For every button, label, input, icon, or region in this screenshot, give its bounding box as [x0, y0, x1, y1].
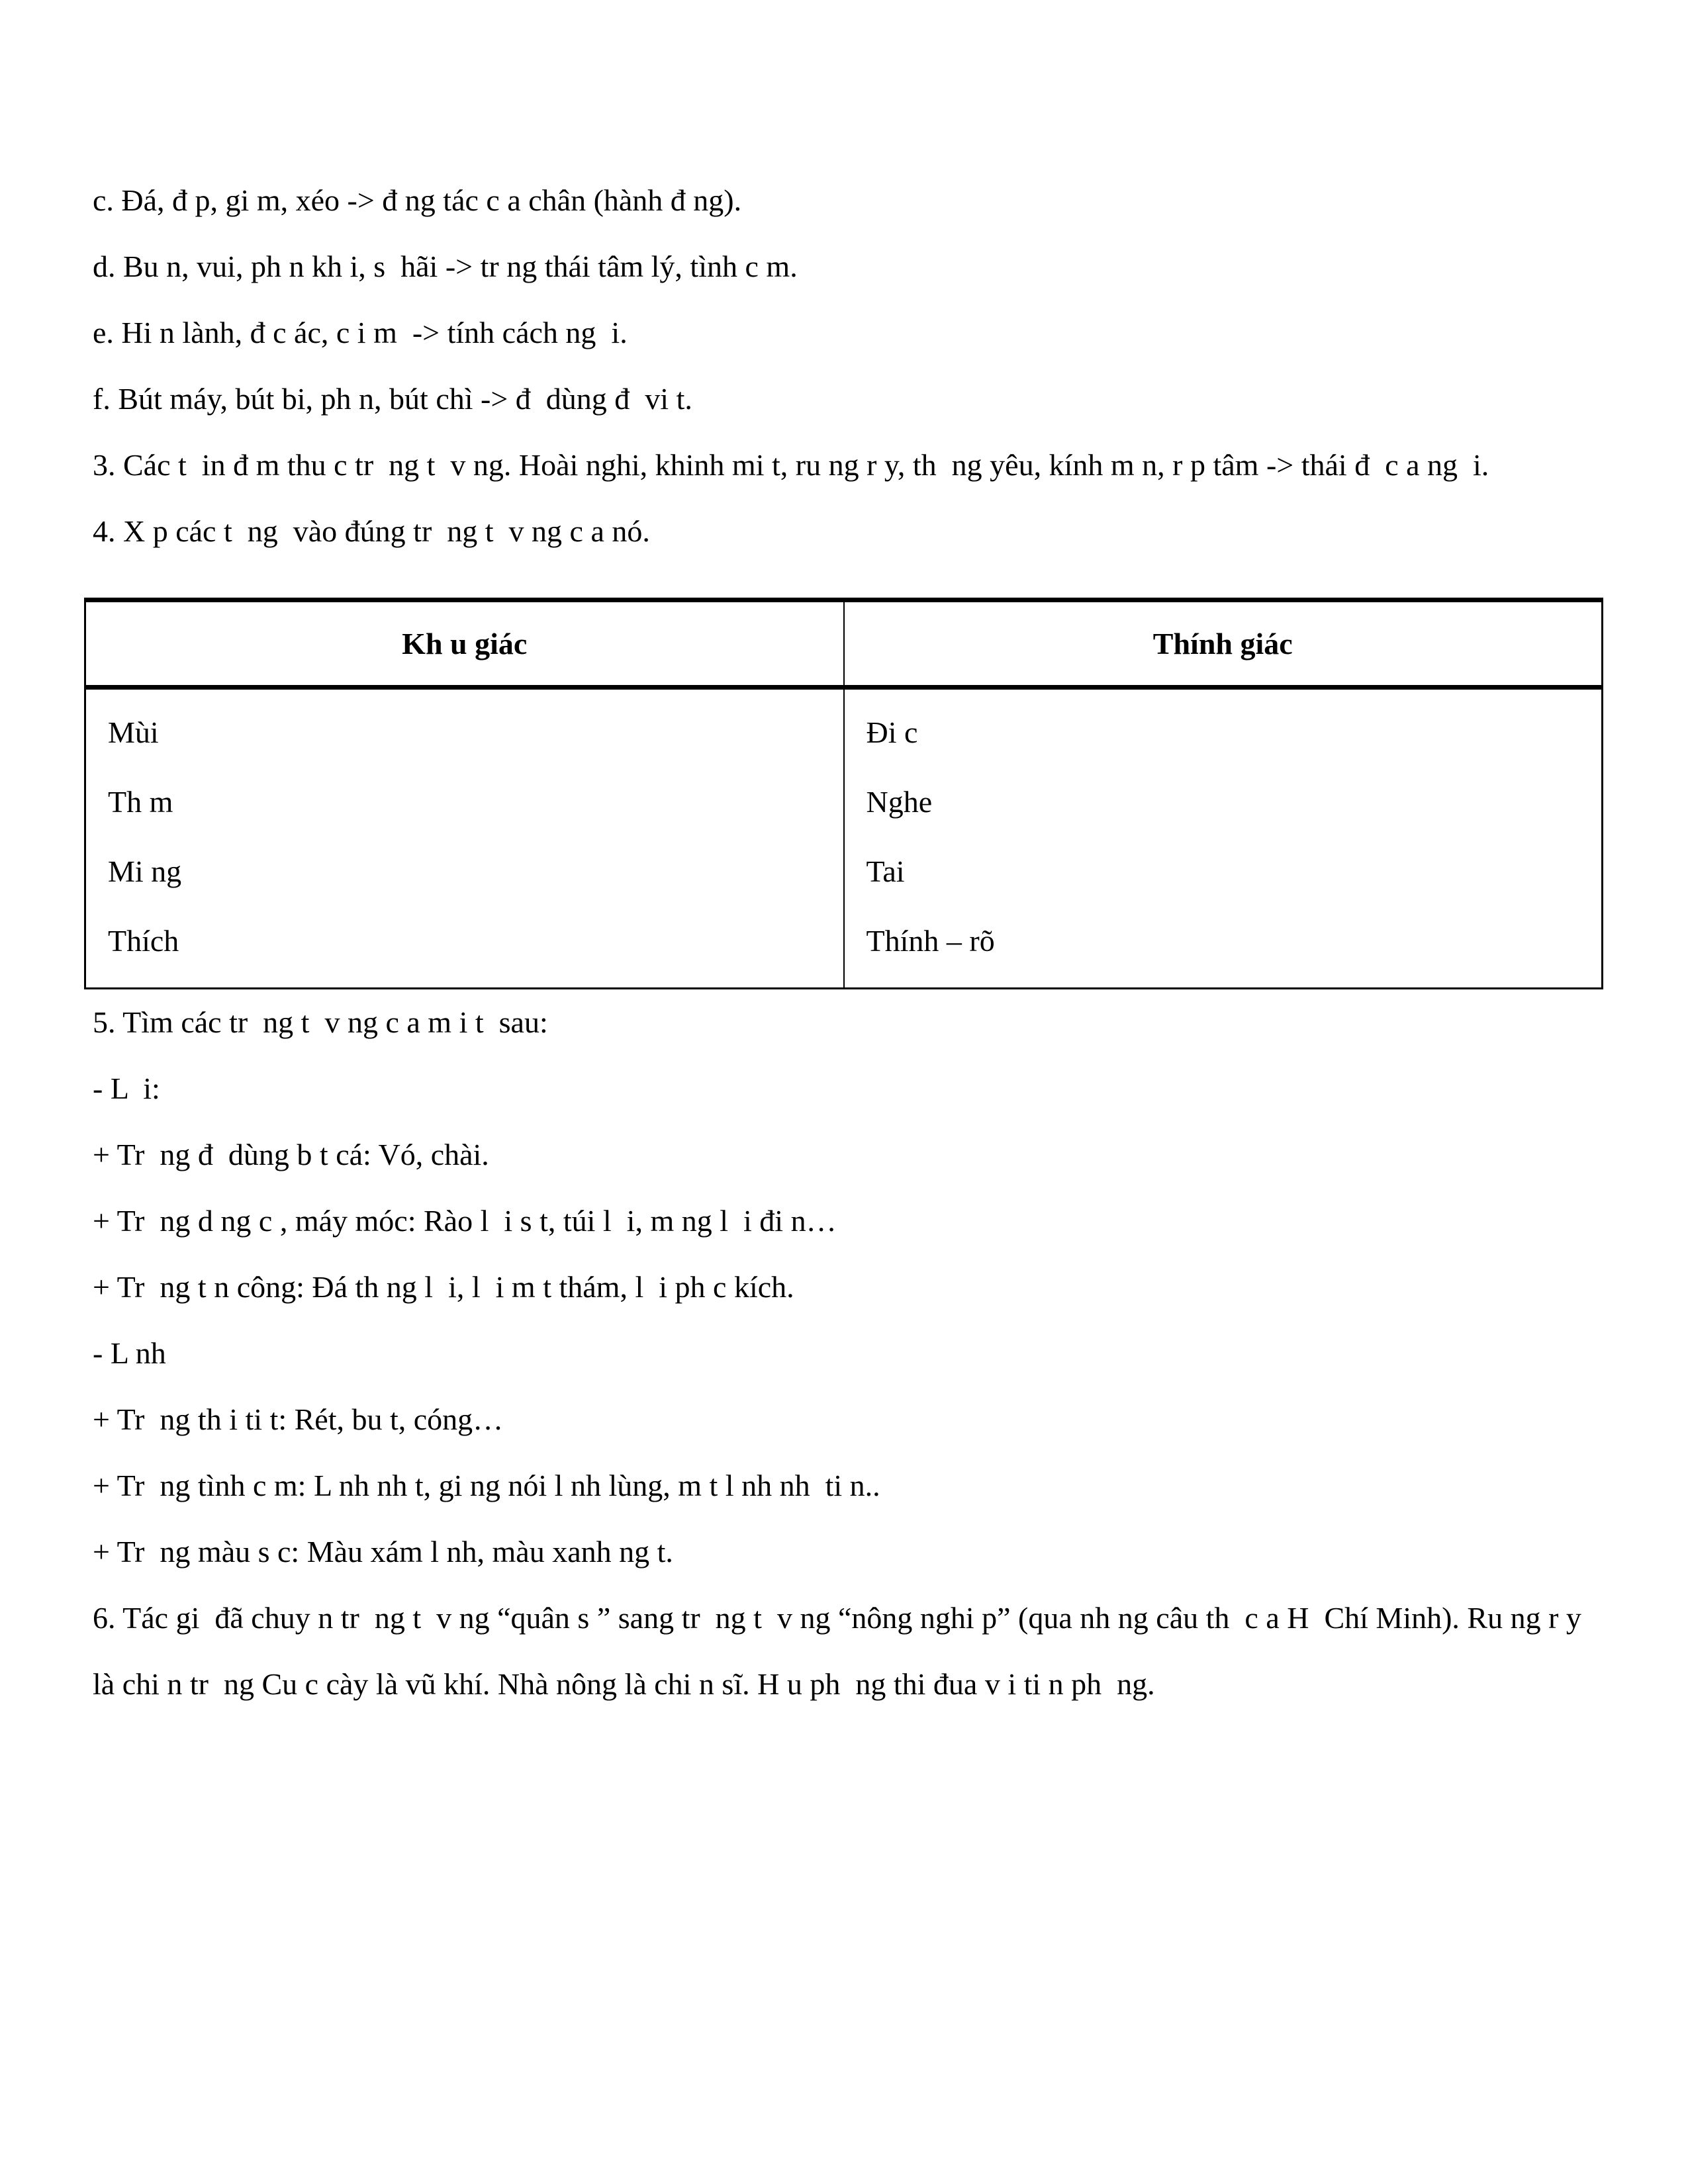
paragraph-item-c: c. Đá, đ p, gi m, xéo -> đ ng tác c a chân (hành đ ng). — [93, 183, 742, 217]
paragraph-item-6: 6. Tác gi đã chuy n tr ng t v ng “quân s ” sang tr ng t v ng “nông nghi p” (qua nh ng câu th c a H Chí Minh). Ru ng r y là chi n tr ng Cu c cày là vũ khí. Nhà nông là chi n sĩ. H u ph ng thi đua v i ti n ph ng. — [93, 1601, 1589, 1701]
paragraph-luoi-sub-2: + Tr ng d ng c , máy móc: Rào l i s t, túi l i, m ng l i đi n… — [93, 1204, 837, 1238]
paragraph-item-e: e. Hi n lành, đ c ác, c i m -> tính cách ng i. — [93, 316, 628, 349]
document-content — [93, 167, 1599, 1717]
paragraph-item-5: 5. Tìm các tr ng t v ng c a m i t sau: — [93, 1005, 548, 1039]
paragraph-item-d: d. Bu n, vui, ph n kh i, s hãi -> tr ng thái tâm lý, tình c m. — [93, 250, 798, 283]
vocabulary-table-body — [85, 688, 1603, 989]
table-entry: Đi c — [866, 715, 918, 749]
table-entry: Tai — [866, 854, 905, 888]
table-header-hearing: Thính giác — [844, 600, 1603, 688]
paragraph-item-4: 4. X p các t ng vào đúng tr ng t v ng c a nó. — [93, 514, 650, 548]
table-header-smell: Kh u giác — [85, 600, 844, 688]
table-entry: Thích — [108, 924, 179, 958]
paragraph-luoi-label: - L i: — [93, 1071, 160, 1105]
paragraph-luoi-sub-1: + Tr ng đ dùng b t cá: Vó, chài. — [93, 1138, 489, 1171]
table-entry: Mi ng — [108, 854, 182, 888]
vocabulary-table — [84, 598, 1603, 989]
paragraph-lanh-sub-1: + Tr ng th i ti t: Rét, bu t, cóng… — [93, 1402, 504, 1436]
table-entry: Th m — [108, 785, 173, 819]
table-cell-smell-column — [85, 688, 844, 989]
table-cell-hearing-column — [844, 688, 1603, 989]
paragraph-lanh-sub-3: + Tr ng màu s c: Màu xám l nh, màu xanh ng t. — [93, 1535, 673, 1569]
paragraph-item-3: 3. Các t in đ m thu c tr ng t v ng. Hoài nghi, khinh mi t, ru ng r y, th ng yêu, kính m n, r p tâm -> thái đ c a ng i. — [93, 448, 1489, 482]
table-entry: Thính – rõ — [866, 924, 995, 958]
paragraph-luoi-sub-3: + Tr ng t n công: Đá th ng l i, l i m t thám, l i ph c kích. — [93, 1270, 794, 1304]
table-entry: Nghe — [866, 785, 933, 819]
paragraph-lanh-label: - L nh — [93, 1336, 166, 1370]
vocabulary-table-header-row — [85, 600, 1603, 688]
table-row — [85, 688, 1603, 989]
paragraph-item-f: f. Bút máy, bút bi, ph n, bút chì -> đ dùng đ vi t. — [93, 382, 692, 416]
paragraph-lanh-sub-2: + Tr ng tình c m: L nh nh t, gi ng nói l nh lùng, m t l nh nh ti n.. — [93, 1469, 880, 1502]
table-entry: Mùi — [108, 715, 159, 749]
